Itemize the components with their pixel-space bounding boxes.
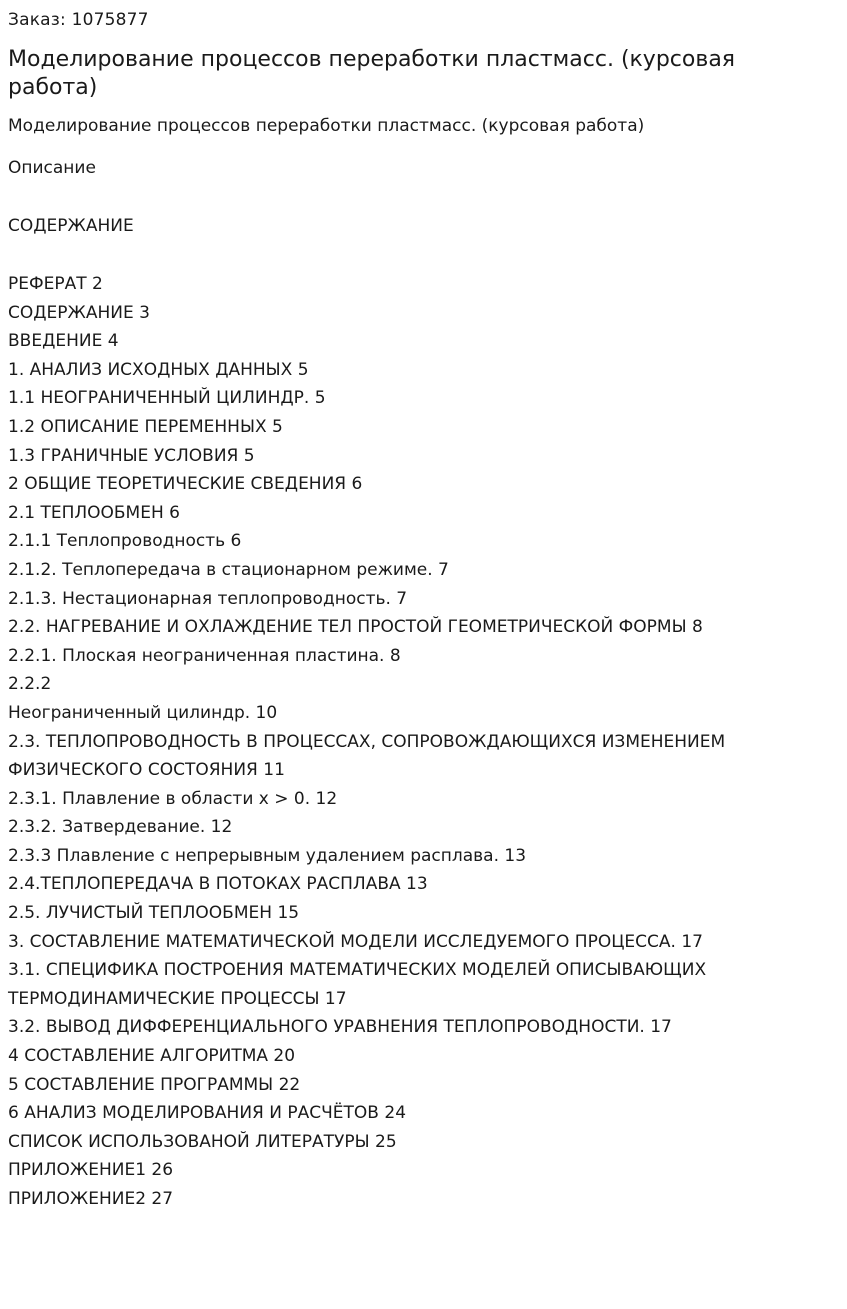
toc-entry: ПРИЛОЖЕНИЕ2 27 — [8, 1189, 174, 1209]
toc-entry: 2.3.3 Плавление с непрерывным удалением расплава. 13 — [8, 845, 527, 866]
toc-entry: 3.1. СПЕЦИФИКА ПОСТРОЕНИЯ МАТЕМАТИЧЕСКИХ МОДЕЛЕЙ ОПИСЫВАЮЩИХ — [8, 960, 707, 981]
toc-entry: 2.1 ТЕПЛООБМЕН 6 — [8, 502, 180, 523]
toc-entry: ВВЕДЕНИЕ 4 — [8, 331, 119, 352]
toc-entry: 2.3.2. Затвердевание. 12 — [8, 817, 233, 838]
toc-entry: ПРИЛОЖЕНИЕ1 26 — [8, 1160, 174, 1181]
toc-entry: 4 СОСТАВЛЕНИЕ АЛГОРИТМА 20 — [8, 1046, 296, 1067]
toc-entry: 2.2.2 — [8, 674, 52, 695]
toc-entry: 2.4.ТЕПЛОПЕРЕДАЧА В ПОТОКАХ РАСПЛАВА 13 — [8, 874, 428, 895]
toc-entry: Неограниченный цилиндр. 10 — [8, 702, 278, 723]
toc-entry: 2.1.2. Теплопередача в стационарном режиме. 7 — [8, 559, 449, 580]
toc-entry: 2.3.1. Плавление в области x > 0. 12 — [8, 788, 338, 809]
toc-entry: 2.1.1 Теплопроводность 6 — [8, 531, 242, 552]
toc-entry: 6 АНАЛИЗ МОДЕЛИРОВАНИЯ И РАСЧЁТОВ 24 — [8, 1103, 407, 1124]
toc-entry: 2.2.1. Плоская неограниченная пластина. 8 — [8, 645, 401, 666]
toc-entry: СОДЕРЖАНИЕ 3 — [8, 302, 150, 323]
toc-entry: 1. АНАЛИЗ ИСХОДНЫХ ДАННЫХ 5 — [8, 359, 309, 380]
toc-entry: 1.2 ОПИСАНИЕ ПЕРЕМЕННЫХ 5 — [8, 416, 283, 437]
toc-entry: ТЕРМОДИНАМИЧЕСКИЕ ПРОЦЕССЫ 17 — [8, 988, 347, 1009]
toc-entry: 1.3 ГРАНИЧНЫЕ УСЛОВИЯ 5 — [8, 445, 255, 466]
page-subtitle: Моделирование процессов переработки пластмасс. (курсовая работа) — [8, 116, 645, 136]
description-label: Описание — [8, 158, 96, 178]
toc-entry: 5 СОСТАВЛЕНИЕ ПРОГРАММЫ 22 — [8, 1074, 301, 1095]
toc-entry: 1.1 НЕОГРАНИЧЕННЫЙ ЦИЛИНДР. 5 — [8, 388, 326, 409]
toc-entry: 2.2. НАГРЕВАНИЕ И ОХЛАЖДЕНИЕ ТЕЛ ПРОСТОЙ ГЕОМЕТРИЧЕСКОЙ ФОРМЫ 8 — [8, 617, 703, 638]
order-number: Заказ: 1075877 — [8, 10, 149, 30]
toc-entry: РЕФЕРАТ 2 — [8, 274, 103, 294]
toc-entry: 2.3. ТЕПЛОПРОВОДНОСТЬ В ПРОЦЕССАХ, СОПРОВОЖДАЮЩИХСЯ ИЗМЕНЕНИЕМ — [8, 731, 726, 752]
toc-entry: 2.1.3. Нестационарная теплопроводность. 7 — [8, 588, 408, 609]
toc-entry: 3.2. ВЫВОД ДИФФЕРЕНЦИАЛЬНОГО УРАВНЕНИЯ ТЕПЛОПРОВОДНОСТИ. 17 — [8, 1017, 672, 1038]
toc-entry: СПИСОК ИСПОЛЬЗОВАНОЙ ЛИТЕРАТУРЫ 25 — [8, 1131, 397, 1152]
toc-entry: 3. СОСТАВЛЕНИЕ МАТЕМАТИЧЕСКОЙ МОДЕЛИ ИССЛЕДУЕМОГО ПРОЦЕССА. 17 — [8, 931, 703, 952]
toc-entry: ФИЗИЧЕСКОГО СОСТОЯНИЯ 11 — [8, 760, 285, 781]
toc-heading: СОДЕРЖАНИЕ — [8, 216, 134, 236]
toc-entry: 2.5. ЛУЧИСТЫЙ ТЕПЛООБМЕН 15 — [8, 903, 300, 924]
table-of-contents — [8, 270, 836, 1214]
page-title: Моделирование процессов переработки пластмасс. (курсовая работа) — [8, 47, 736, 100]
toc-entry: 2 ОБЩИЕ ТЕОРЕТИЧЕСКИЕ СВЕДЕНИЯ 6 — [8, 474, 363, 495]
